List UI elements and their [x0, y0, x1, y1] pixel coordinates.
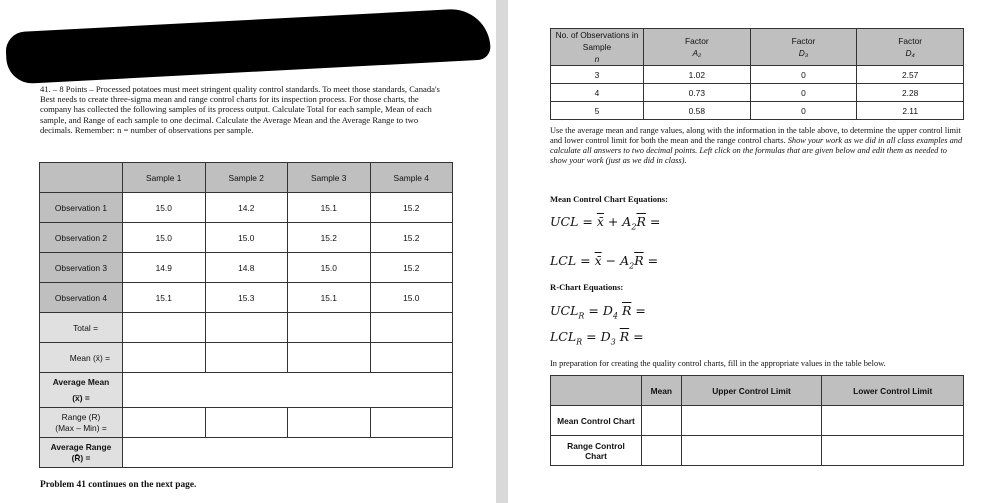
average-mean-label: Average Mean (x̿) =	[40, 373, 123, 408]
cell: 15.0	[205, 223, 288, 253]
mean-col-header: Mean	[642, 376, 682, 406]
mean-chart-lcl-input[interactable]	[822, 406, 964, 436]
range-label: Range (R) (Max – Min) =	[40, 408, 123, 438]
lclr-equation[interactable]: $LCL_R = D_3$ $\overline{R}$ =	[550, 329, 644, 347]
mean-input[interactable]	[288, 343, 371, 373]
cell: 0.73	[644, 84, 751, 102]
cell: 5	[551, 102, 644, 120]
total-input[interactable]	[123, 313, 206, 343]
cell: 15.2	[370, 223, 453, 253]
lcl-equation[interactable]: LCL = x̄ − $A_2\overline{R}$ =	[550, 253, 659, 271]
d3-header: Factor D₃	[750, 29, 857, 66]
cell: 15.2	[370, 253, 453, 283]
average-mean-input[interactable]	[123, 373, 453, 408]
cell: 15.0	[123, 223, 206, 253]
row-label: Mean Control Chart	[551, 406, 642, 436]
cell: 14.9	[123, 253, 206, 283]
row-label: Observation 2	[40, 223, 123, 253]
continues-note: Problem 41 continues on the next page.	[40, 480, 197, 490]
cell: 1.02	[644, 66, 751, 84]
cell: 15.0	[370, 283, 453, 313]
cell: 15.1	[288, 193, 371, 223]
cell: 3	[551, 66, 644, 84]
cell: 0	[750, 84, 857, 102]
sample-2-header: Sample 2	[205, 163, 288, 193]
range-input[interactable]	[370, 408, 453, 438]
ucl-col-header: Upper Control Limit	[681, 376, 822, 406]
range-input[interactable]	[288, 408, 371, 438]
r-eq-heading: R-Chart Equations:	[550, 282, 624, 292]
cell: 0	[750, 66, 857, 84]
cell: 2.57	[857, 66, 964, 84]
cell: 15.2	[370, 193, 453, 223]
average-range-label: Average Range (R̄) =	[40, 438, 123, 468]
right-page	[508, 0, 982, 503]
sample-3-header: Sample 3	[288, 163, 371, 193]
cell: 0.58	[644, 102, 751, 120]
mean-input[interactable]	[205, 343, 288, 373]
d4-header: Factor D₄	[857, 29, 964, 66]
samples-table	[39, 162, 453, 468]
a2-header: Factor A₂	[644, 29, 751, 66]
row-label: Range Control Chart	[551, 436, 642, 466]
row-label: Observation 3	[40, 253, 123, 283]
range-input[interactable]	[205, 408, 288, 438]
n-header: No. of Observations in Sample n	[551, 29, 644, 66]
factor-table	[550, 28, 964, 120]
cell: 14.2	[205, 193, 288, 223]
cell: 15.0	[123, 193, 206, 223]
mean-chart-ucl-input[interactable]	[681, 406, 822, 436]
uclr-equation[interactable]: $UCL_R = D_4$ $\overline{R}$ =	[550, 303, 646, 321]
ucl-equation[interactable]: UCL = x̄ + $A_2\overline{R}$ =	[550, 214, 661, 232]
range-chart-ucl-input[interactable]	[681, 436, 822, 466]
cell: 4	[551, 84, 644, 102]
lcl-col-header: Lower Control Limit	[822, 376, 964, 406]
cell: 2.28	[857, 84, 964, 102]
instructions: Use the average mean and range values, along with the information in the table above, to determine the upper control limit and lower control limit for both the mean and the range control charts. Show your work as we did in all class examples and calculate all answers to two decimal points. Left click on the formulas that are given below and edit them as needed to show your work (just as we did in class).	[550, 126, 963, 165]
total-label: Total =	[40, 313, 123, 343]
total-input[interactable]	[288, 313, 371, 343]
row-label: Observation 4	[40, 283, 123, 313]
range-chart-mean-input[interactable]	[642, 436, 682, 466]
cell: 15.1	[123, 283, 206, 313]
cell: 14.8	[205, 253, 288, 283]
mean-eq-heading: Mean Control Chart Equations:	[550, 194, 669, 204]
total-input[interactable]	[370, 313, 453, 343]
average-range-input[interactable]	[123, 438, 453, 468]
cell: 2.11	[857, 102, 964, 120]
row-label: Observation 1	[40, 193, 123, 223]
page-gutter	[496, 0, 508, 503]
mean-label: Mean (x̄) =	[40, 343, 123, 373]
mean-input[interactable]	[370, 343, 453, 373]
sample-1-header: Sample 1	[123, 163, 206, 193]
problem-intro: 41. – 8 Points – Processed potatoes must meet stringent quality control standards. To meet those standards, Canada's Best needs to create three-sigma mean and range control charts for its inspection process. For those charts, the company has collected the following samples of its process output. Calculate Total for each sample, Mean of each sample, and Range of each sample to one decimal. Calculate the Average Mean and the Average Range to two decimals. Remember: n = number of observations per sample.	[40, 84, 440, 135]
redaction-blob	[5, 7, 491, 84]
cell: 0	[750, 102, 857, 120]
sample-4-header: Sample 4	[370, 163, 453, 193]
range-chart-lcl-input[interactable]	[822, 436, 964, 466]
mean-input[interactable]	[123, 343, 206, 373]
total-input[interactable]	[205, 313, 288, 343]
limits-table	[550, 375, 964, 466]
prep-text: In preparation for creating the quality control charts, fill in the appropriate values in the table below.	[550, 359, 886, 368]
cell: 15.3	[205, 283, 288, 313]
cell: 15.0	[288, 253, 371, 283]
cell: 15.2	[288, 223, 371, 253]
mean-chart-mean-input[interactable]	[642, 406, 682, 436]
cell: 15.1	[288, 283, 371, 313]
range-input[interactable]	[123, 408, 206, 438]
